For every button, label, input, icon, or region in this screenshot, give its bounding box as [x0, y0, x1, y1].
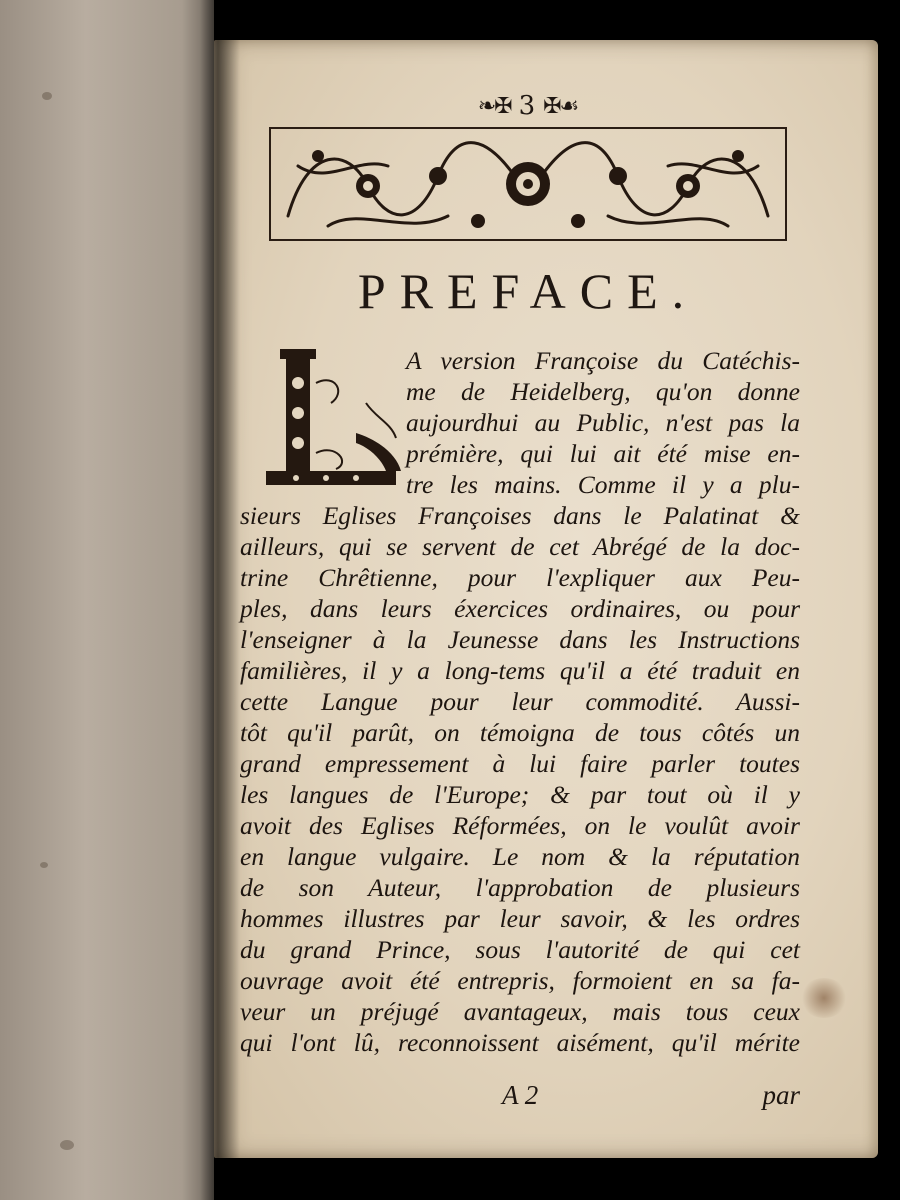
- text-line: aujourdhui au Public, n'est pas la: [406, 408, 800, 437]
- text-line: cette Langue pour leur commodité. Aussi-: [240, 687, 800, 716]
- text-line: ouvrage avoit été entrepris, formoient en sa fa-: [240, 966, 800, 995]
- text-line: familières, il y a long-tems qu'il a été traduit en: [240, 656, 800, 685]
- text-line: de son Auteur, l'approbation de plusieurs: [240, 873, 800, 902]
- text-line: ailleurs, qui se servent de cet Abrégé de la doc-: [240, 532, 800, 561]
- text-line: prémière, qui lui ait été mise en-: [406, 439, 800, 468]
- text-line: grand empressement à lui faire parler toutes: [240, 749, 800, 778]
- text-line: hommes illustres par leur savoir, & les ordres: [240, 904, 800, 933]
- page-title: PREFACE.: [357, 263, 699, 319]
- text-line: l'enseigner à la Jeunesse dans les Instructions: [240, 625, 800, 654]
- page-footer: [240, 1080, 800, 1116]
- text-line: tre les mains. Comme il y a plu-: [406, 470, 800, 499]
- text-line: les langues de l'Europe; & par tout où il y: [240, 780, 800, 809]
- text-line: en langue vulgaire. Le nom & la réputation: [240, 842, 800, 871]
- fleuron-left-icon: ❧✠: [477, 93, 511, 119]
- text-line: qui l'ont lû, reconnoissent aisément, qu'il mérite: [240, 1028, 800, 1057]
- book-gutter: [200, 0, 240, 1200]
- text-line: A version Françoise du Catéchis-: [406, 346, 800, 375]
- catchword: par: [762, 1080, 800, 1110]
- signature-mark: A 2: [502, 1080, 539, 1110]
- text-line: tôt qu'il parût, on témoigna de tous côtés un: [240, 718, 800, 747]
- text-line: avoit des Eglises Réformées, on le voulût avoir: [240, 811, 800, 840]
- ornamental-headpiece-icon: [268, 126, 788, 242]
- left-page: [0, 0, 214, 1200]
- preface-text: [240, 345, 800, 1058]
- page-header: [455, 88, 600, 124]
- text-line: du grand Prince, sous l'autorité de qui cet: [240, 935, 800, 964]
- text-line: sieurs Eglises Françoises dans le Palatinat &: [240, 501, 800, 530]
- text-line: ples, dans leurs éxercices ordinaires, ou pour: [240, 594, 800, 623]
- text-line: veur un préjugé avantageux, mais tous ceux: [240, 997, 800, 1026]
- text-line: trine Chrêtienne, pour l'expliquer aux Peu-: [240, 563, 800, 592]
- fleuron-right-icon: ✠☙: [543, 93, 578, 119]
- page-number: 3: [518, 91, 536, 121]
- text-line: me de Heidelberg, qu'on donne: [406, 377, 800, 406]
- paper-stain: [800, 978, 848, 1018]
